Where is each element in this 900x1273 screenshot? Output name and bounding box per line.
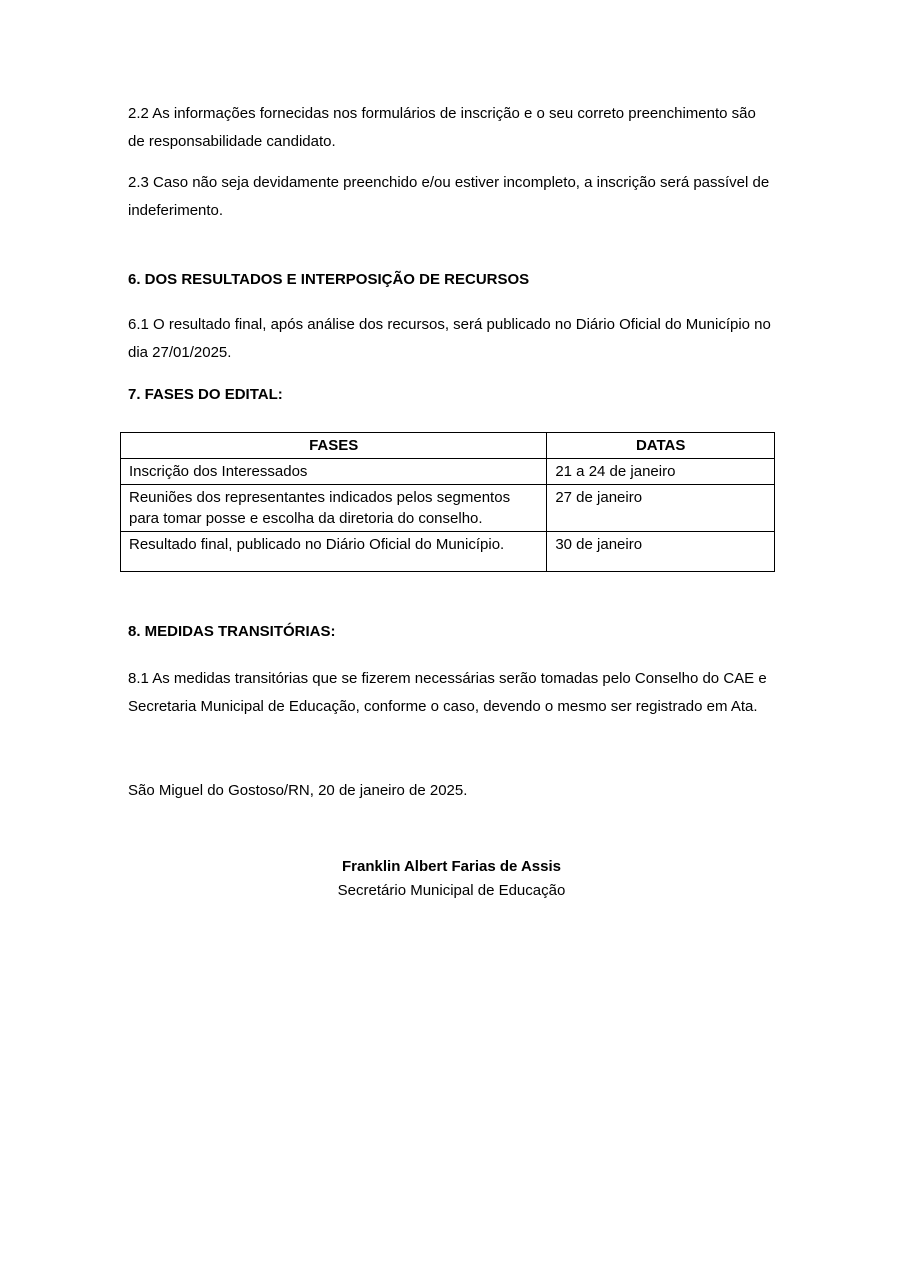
- paragraph-6-1: 6.1 O resultado final, após análise dos recursos, será publicado no Diário Oficial do Município no dia 27/01/2025.: [128, 316, 771, 361]
- paragraph-2-3: 2.3 Caso não seja devidamente preenchido e/ou estiver incompleto, a inscrição será passível de indeferimento.: [128, 174, 770, 219]
- dateline: São Miguel do Gostoso/RN, 20 de janeiro de 2025.: [128, 782, 468, 799]
- table-header-datas: DATAS: [547, 433, 775, 459]
- table-row: [121, 532, 775, 572]
- table-row: [121, 459, 775, 485]
- section-heading-8: 8. MEDIDAS TRANSITÓRIAS:: [128, 623, 336, 640]
- table-cell-fase: Resultado final, publicado no Diário Oficial do Município.: [121, 532, 547, 572]
- table-cell-data: 30 de janeiro: [547, 532, 775, 572]
- fases-table: [120, 432, 775, 572]
- signature-title: Secretário Municipal de Educação: [337, 882, 566, 899]
- table-cell-data: 21 a 24 de janeiro: [547, 459, 775, 485]
- table-header-row: [121, 433, 775, 459]
- table-cell-fase: Inscrição dos Interessados: [121, 459, 547, 485]
- paragraph-2-2: 2.2 As informações fornecidas nos formulários de inscrição e o seu correto preenchimento são de responsabilidade candidato.: [128, 105, 756, 150]
- table-row: [121, 485, 775, 532]
- signature-block: [128, 855, 775, 903]
- table-cell-data: 27 de janeiro: [547, 485, 775, 532]
- section-heading-7: 7. FASES DO EDITAL:: [128, 386, 283, 403]
- table-cell-fase: Reuniões dos representantes indicados pelos segmentos para tomar posse e escolha da diretoria do conselho.: [121, 485, 547, 532]
- signature-name: Franklin Albert Farias de Assis: [342, 858, 561, 875]
- paragraph-8-1: 8.1 As medidas transitórias que se fizerem necessárias serão tomadas pelo Conselho do CAE e Secretaria Municipal de Educação, conforme o caso, devendo o mesmo ser registrado em Ata.: [128, 670, 767, 715]
- section-heading-6: 6. DOS RESULTADOS E INTERPOSIÇÃO DE RECURSOS: [128, 271, 530, 288]
- table-header-fases: FASES: [121, 433, 547, 459]
